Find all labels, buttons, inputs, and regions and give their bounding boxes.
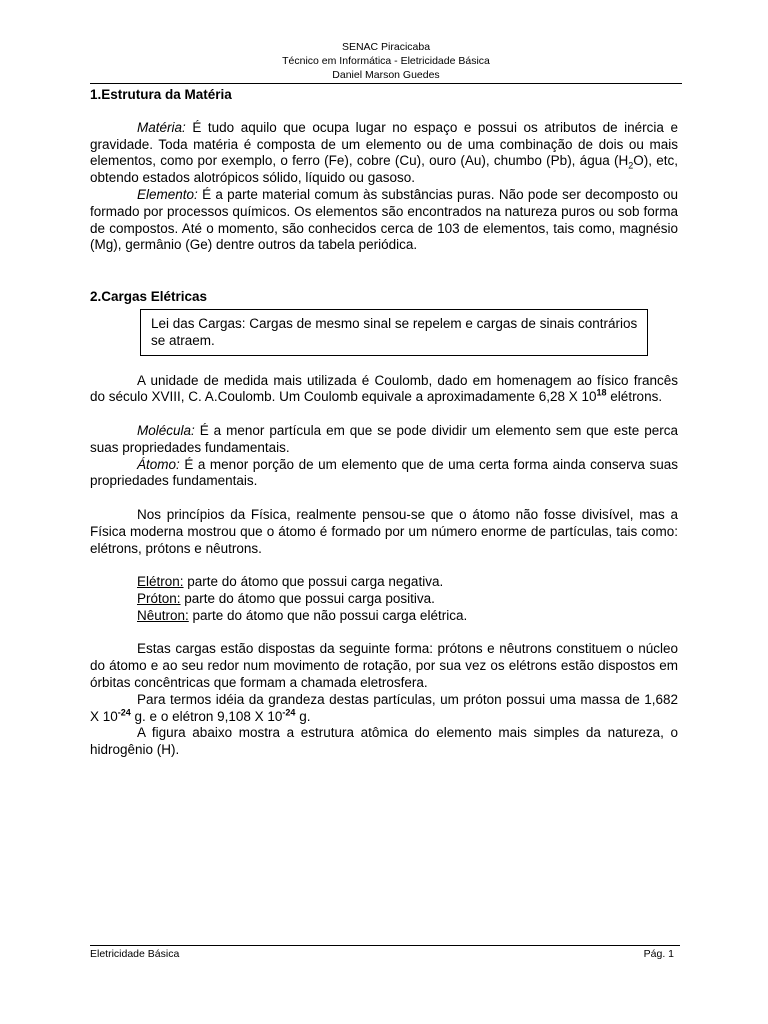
definition-neutron: Nêutron: parte do átomo que não possui carga elétrica. xyxy=(137,607,468,623)
paragraph-massa: Para termos idéia da grandeza destas partículas, um próton possui uma massa de 1,682 X $10^{-24}$ g. e o elétron 9,108 X $10^{-24}$ g. xyxy=(90,691,678,724)
term-materia: Matéria: xyxy=(137,119,186,135)
paragraph-figura: A figura abaixo mostra a estrutura atômica do elemento mais simples da natureza, o hidrogênio (H). xyxy=(90,725,678,758)
document-body xyxy=(90,86,678,759)
paragraph-materia: Matéria: É tudo aquilo que ocupa lugar no espaço e possui os atributos de inércia e gravidade. Toda matéria é composta de um elemento ou de uma combinação de dois ou mais elementos, como por exemplo, o ferro (Fe), cobre (Cu), ouro (Au), chumbo (Pb), água $(H_2O)$, etc, obtendo estados alotrópicos sólido, líquido ou gasoso. xyxy=(90,119,678,186)
term-elemento: Elemento: xyxy=(137,186,198,202)
section-title-cargas: 2.Cargas Elétricas xyxy=(90,288,208,304)
definition-eletron: Elétron: parte do átomo que possui carga negativa. xyxy=(137,574,444,590)
footer-title: Eletricidade Básica xyxy=(90,948,180,960)
paragraph-molecula: Molécula: É a menor partícula em que se pode dividir um elemento sem que este perca suas propriedades fundamentais. xyxy=(90,422,678,455)
footer-divider xyxy=(90,945,680,946)
header-course: Técnico em Informática - Eletricidade Básica xyxy=(282,55,490,67)
callout-lei-das-cargas: Lei das Cargas: Cargas de mesmo sinal se repelem e cargas de sinais contrários se atraem. xyxy=(140,309,648,356)
header-author: Daniel Marson Guedes xyxy=(332,69,440,81)
term-molecula: Molécula: xyxy=(137,422,195,438)
paragraph-elemento: Elemento: É a parte material comum às substâncias puras. Não pode ser decomposto ou formado por processos químicos. Os elementos são encontrados na natureza puros ou sob forma de compostos. Até o momento, são conhecidos cerca de 103 de elementos, tais como, magnésio (Mg), germânio (Ge) dentre outros da tabela periódica. xyxy=(90,186,678,253)
section-title-estrutura: 1.Estrutura da Matéria xyxy=(90,87,232,102)
page-number: Pág. 1 xyxy=(643,948,674,960)
header-institution: SENAC Piracicaba xyxy=(341,41,431,53)
term-eletron: Elétron: xyxy=(137,574,184,590)
term-neutron: Nêutron: xyxy=(137,607,189,623)
paragraph-coulomb: A unidade de medida mais utilizada é Coulomb, dado em homenagem ao físico francês do século XVIII, C. A.Coulomb. Um Coulomb equivale a aproximadamente 6,28 X $10^{18}$ elétrons. xyxy=(90,372,678,405)
term-proton: Próton: xyxy=(137,590,181,606)
paragraph-atomo: Átomo: É a menor porção de um elemento que de uma certa forma ainda conserva suas propriedades fundamentais. xyxy=(90,456,678,489)
paragraph-fisica: Nos princípios da Física, realmente pensou-se que o átomo não fosse divisível, mas a Física moderna mostrou que o átomo é formado por um número enorme de partículas, tais como: elétrons, prótons e nêutrons. xyxy=(90,506,678,556)
paragraph-eletrosfera: Estas cargas estão dispostas da seguinte forma: prótons e nêutrons constituem o núcleo do átomo e ao seu redor num movimento de rotação, por sua vez os elétrons estão dispostos em órbitas concêntricas que formam a chamada eletrosfera. xyxy=(90,641,678,690)
header-divider xyxy=(90,83,682,84)
term-atomo: Átomo: xyxy=(137,456,180,472)
page-header xyxy=(90,40,682,82)
definition-proton: Próton: parte do átomo que possui carga positiva. xyxy=(137,590,435,606)
